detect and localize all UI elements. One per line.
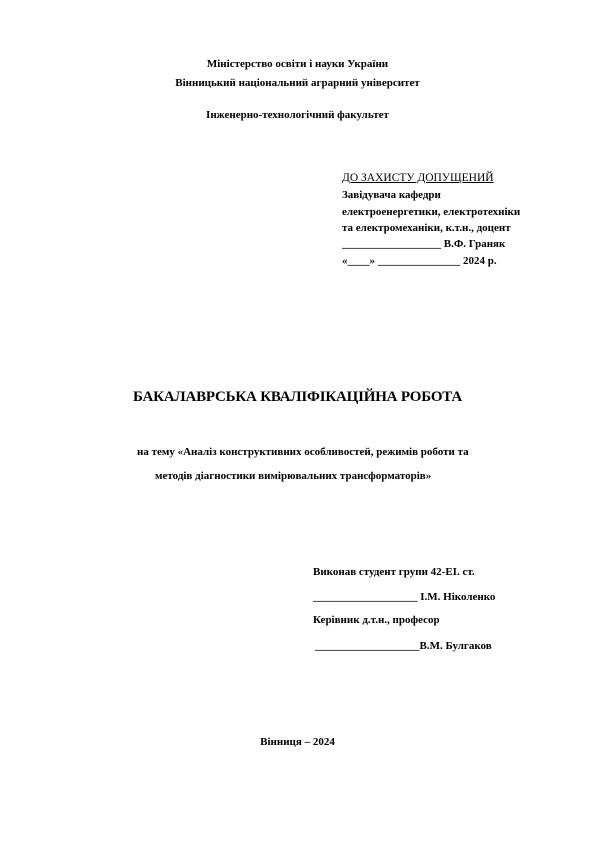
- city-year: Вінниця – 2024: [260, 736, 335, 748]
- approval-department-line2: та електромеханіки, к.т.н., доцент: [342, 222, 511, 234]
- ministry-name: Міністерство освіти і науки України: [206, 58, 389, 70]
- approval-title: ДО ЗАХИСТУ ДОПУЩЕНИЙ: [342, 172, 494, 184]
- topic-line-2: методів діагностики вимірювальних трансформаторів»: [155, 470, 432, 482]
- approval-department-line1: електроенергетики, електротехніки: [342, 206, 521, 218]
- university-name: Вінницький національний аграрний університет: [175, 77, 420, 89]
- student-signature-line: ___________________ І.М. Ніколенко: [313, 591, 496, 603]
- supervisor-signature-line: ___________________В.М. Булгаков: [315, 640, 492, 652]
- topic-line-1: на тему «Аналіз конструктивних особливостей, режимів роботи та: [137, 446, 469, 458]
- approval-date-line: «____» _______________ 2024 р.: [342, 255, 497, 267]
- faculty-name: Інженерно-технологічний факультет: [206, 109, 389, 121]
- work-title: БАКАЛАВРСЬКА КВАЛІФІКАЦІЙНА РОБОТА: [133, 389, 462, 405]
- approval-head-label: Завідувача кафедри: [342, 189, 441, 201]
- student-label: Виконав студент групи 42-ЕІ. ст.: [313, 566, 475, 578]
- supervisor-label: Керівник д.т.н., професор: [313, 614, 440, 626]
- approval-signature-line: __________________ В.Ф. Граняк: [342, 238, 506, 250]
